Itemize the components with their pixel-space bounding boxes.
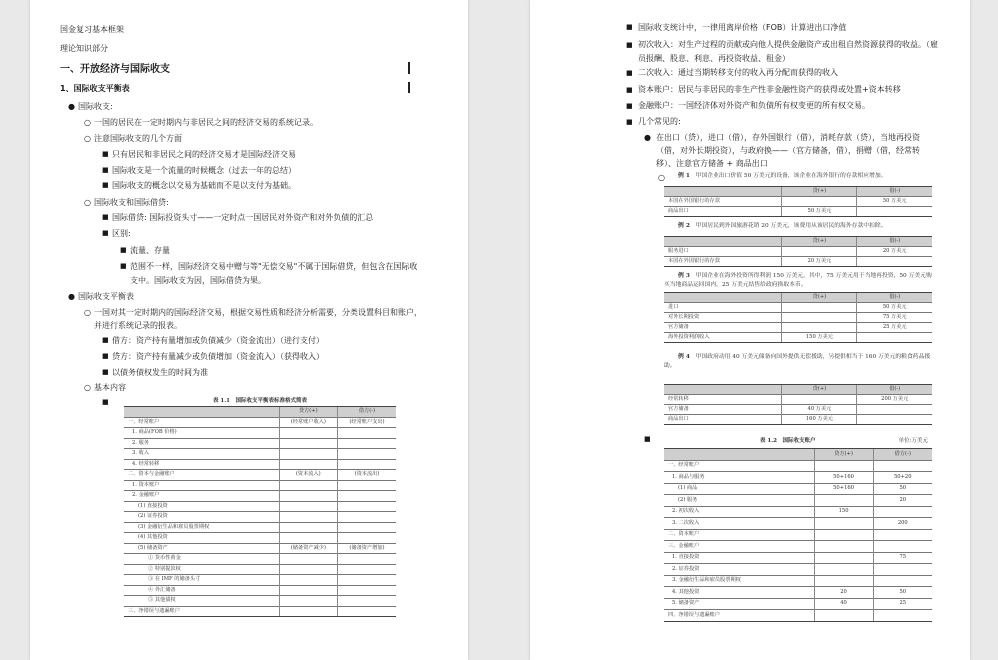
example-text: 甲国政府动用 40 万美元储备向国外提供无偿援助，另提供相当于 160 万美元的粮食药品援助。	[664, 354, 931, 369]
table-cell: (2) 证券投资	[124, 512, 279, 523]
table-cell	[338, 449, 396, 460]
table-cell	[873, 460, 932, 472]
list-item: 金融账户：一国经济体对外资产和负债所有权变更的所有权交易。	[638, 101, 870, 110]
table-cell	[873, 610, 932, 622]
list-item: 一国对其一定时期内的国际经济交易，根据交易性质和经济分析需要，分类设置科目和账户，	[94, 308, 422, 317]
table-cell	[279, 554, 337, 565]
example-table	[664, 236, 932, 267]
table-row	[124, 438, 396, 449]
table-cell: 20 万美元	[857, 246, 932, 256]
document-page-right	[530, 0, 970, 660]
table-cell	[124, 407, 279, 418]
table-header-row	[664, 449, 932, 461]
heading-2: 1、国际收支平衡表	[60, 84, 130, 93]
table-row	[124, 459, 396, 470]
list-item: 区别:	[112, 229, 131, 238]
table-cell: (经常账户收入)	[279, 417, 337, 428]
bullet-square: ■	[102, 150, 109, 158]
table-cell	[338, 554, 396, 565]
heading-1: 一、开放经济与国际收支	[60, 64, 170, 75]
table-cell	[279, 606, 337, 617]
table-row	[124, 449, 396, 460]
table-cell: 75 万美元	[857, 313, 932, 323]
list-item: 基本内容	[94, 383, 126, 392]
table-row	[124, 428, 396, 439]
table-row	[664, 196, 932, 206]
bullet-square: ■	[102, 181, 109, 189]
bullet-square: ■	[102, 229, 109, 237]
table-cell	[279, 522, 337, 533]
table-cell: (1) 直接投资	[124, 501, 279, 512]
table-cell: 200 万美元	[857, 395, 932, 405]
table-row	[664, 552, 932, 564]
table-cell	[782, 246, 857, 256]
table-cell	[782, 303, 857, 313]
list-item: 国际收支和国际借贷:	[94, 198, 169, 207]
bullet-square: ■	[102, 352, 109, 360]
doc-title: 国金复习基本框架	[60, 25, 124, 34]
table-cell: 四、净错误与遗漏账户	[664, 610, 814, 622]
list-item: 在出口（贷），进口（借），存外国银行（借），消耗存款（贷），当地再投资	[656, 133, 920, 142]
bullet-square: ■	[102, 336, 109, 344]
bullet-disc: ●	[68, 292, 75, 301]
table-header-row	[664, 385, 932, 395]
table-cell: 75	[873, 552, 932, 564]
list-item: 几个常见的:	[638, 117, 681, 126]
table-cell	[814, 564, 873, 576]
table-row	[124, 491, 396, 502]
table-cell: 贷(+)	[782, 186, 857, 196]
table-cell	[814, 610, 873, 622]
table-cell: 本国在外国银行的存款	[664, 196, 782, 206]
list-item: 一国的居民在一定时期内与非居民之间的经济交易的系统记录。	[94, 118, 318, 127]
example-2	[664, 222, 932, 267]
table-cell: 借方(-)	[338, 407, 396, 418]
table-cell	[664, 293, 782, 303]
list-item: 国际收支的概念以交易为基础而不是以支付为基础。	[112, 181, 296, 190]
table-cell: 借方(-)	[873, 449, 932, 461]
table-row	[124, 501, 396, 512]
table-cell: 150	[814, 506, 873, 518]
table-cell: 贷(+)	[782, 385, 857, 395]
table-cell	[664, 449, 814, 461]
example-text: 甲国企业出口价值 50 万美元的设备，该企业在海外银行的存款相应增加。	[695, 173, 887, 179]
list-item-continued: 移）、注意官方储备 + 商品出口	[656, 159, 768, 168]
bullet-square: ■	[626, 23, 633, 31]
doc-subtitle: 理论知识部分	[60, 44, 108, 53]
table-unit: 单位:万美元	[898, 438, 928, 444]
table-row	[664, 395, 932, 405]
list-item: 国际借贷: 国际投资头寸——一定时点一国居民对外资产和对外负债的汇总	[112, 213, 374, 222]
table-cell: 1. 直接投资	[664, 552, 814, 564]
table-row	[124, 596, 396, 607]
table-cell	[338, 585, 396, 596]
table-cell: 借(-)	[857, 236, 932, 246]
table-cell	[338, 512, 396, 523]
list-item: 国际收支是一个流量的时候概念（过去一年的总结）	[112, 166, 296, 175]
table-row	[124, 470, 396, 481]
bullet-square: ■	[626, 118, 633, 126]
table-cell	[857, 415, 932, 425]
table-cell: ② 特别提款权	[124, 564, 279, 575]
table-cell	[814, 518, 873, 530]
bullet-square: ■	[626, 69, 633, 77]
table-cell: (储备资产增加)	[338, 543, 396, 554]
table-cell	[279, 428, 337, 439]
list-item: 贷方：资产持有量减少或负债增加（资金流入）（获得收入）	[112, 352, 324, 361]
table-cell	[338, 564, 396, 575]
table-cell: 一、经常账户	[664, 460, 814, 472]
table-cell	[279, 501, 337, 512]
bullet-circle: ○	[84, 134, 91, 143]
table-cell: 25	[873, 598, 932, 610]
table-cell	[279, 449, 337, 460]
table-cell: 1. 商品与服务	[664, 472, 814, 484]
table-cell: 50+160	[814, 483, 873, 495]
table-row	[664, 460, 932, 472]
table-cell	[857, 405, 932, 415]
table-cell	[338, 606, 396, 617]
table-cell	[279, 491, 337, 502]
list-item: 国际收支统计中，一律用离岸价格（FOB）计算进出口净值	[638, 23, 847, 32]
table-row	[664, 405, 932, 415]
table-header-row	[664, 186, 932, 196]
table-cell: 50+20	[873, 472, 932, 484]
table-row	[664, 564, 932, 576]
example-label: 例 3	[678, 273, 690, 279]
table-cell	[814, 529, 873, 541]
table-cell: 二、资本与金融账户	[124, 470, 279, 481]
table-header-row	[664, 293, 932, 303]
list-item: 借方：资产持有量增加或负债减少（资金流出）（进行支付）	[112, 336, 324, 345]
table-row	[124, 606, 396, 617]
table-cell: 经常转移	[664, 395, 782, 405]
bullet-square: ■	[626, 102, 633, 110]
table-cell: 50 万美元	[782, 206, 857, 216]
table-header-row	[124, 407, 396, 418]
table-cell	[814, 552, 873, 564]
table-cell: 40	[814, 598, 873, 610]
table-header-row	[664, 236, 932, 246]
table-row	[664, 575, 932, 587]
table-cell: 官方储备	[664, 323, 782, 333]
table-cell: 5. 储备资产	[664, 598, 814, 610]
balance-accounts-table	[664, 448, 932, 622]
table-cell: (资本流出)	[338, 470, 396, 481]
list-item-continued: 员报酬、股息、利息、再投资收益、租金）	[638, 54, 790, 63]
table-cell	[782, 323, 857, 333]
table-cell	[814, 575, 873, 587]
bullet-square: ■	[102, 368, 109, 376]
table-cell	[814, 460, 873, 472]
balance-table	[124, 406, 396, 617]
table-cell	[664, 236, 782, 246]
example-3	[664, 272, 932, 343]
list-item-continued: （借，对外长期投资），与政府换——（官方储备，借），捐赠（借，经常转	[656, 146, 920, 155]
cursor-marker	[408, 62, 410, 74]
table-cell	[664, 186, 782, 196]
example-4	[664, 353, 932, 425]
cursor-marker	[408, 82, 410, 93]
table-row	[664, 206, 932, 216]
table-cell: 对外长期投资	[664, 313, 782, 323]
table-row	[664, 610, 932, 622]
table-cell: 4. 经常转移	[124, 459, 279, 470]
list-item: 以债务债权发生的时间为准	[112, 368, 208, 377]
table-cell	[279, 575, 337, 586]
table-row	[664, 415, 932, 425]
example-label: 例 4	[678, 354, 690, 360]
table-cell: 海外投资利润收入	[664, 333, 782, 343]
bullet-square: ■	[102, 398, 109, 406]
scanned-table-1-2	[664, 436, 932, 622]
table-cell: ① 货币性黄金	[124, 554, 279, 565]
list-item-continued: 支中。国际收支为因，国际借贷为果。	[130, 276, 266, 285]
table-cell	[338, 480, 396, 491]
table-row	[664, 587, 932, 599]
table-cell	[279, 533, 337, 544]
table-cell: 贷方(+)	[814, 449, 873, 461]
table-cell: 贷(+)	[782, 236, 857, 246]
table-cell: 160 万美元	[782, 415, 857, 425]
table-cell: 2. 初次收入	[664, 506, 814, 518]
table-cell: 一、经常账户	[124, 417, 279, 428]
table-cell	[279, 438, 337, 449]
table-cell	[664, 385, 782, 395]
table-row	[664, 472, 932, 484]
table-cell	[338, 596, 396, 607]
table-cell	[782, 313, 857, 323]
table-row	[124, 480, 396, 491]
table-cell: (3) 金融衍生品和雇员股票期权	[124, 522, 279, 533]
table-row	[664, 598, 932, 610]
example-1	[664, 172, 932, 217]
table-cell: 借(-)	[857, 293, 932, 303]
table-row	[664, 303, 932, 313]
table-cell	[279, 459, 337, 470]
table-cell: 50+160	[814, 472, 873, 484]
table-cell: (2) 服务	[664, 495, 814, 507]
example-text: 甲国居民到外国旅游花销 20 万美元，该费用从该居民的海外存款中扣除。	[695, 223, 887, 229]
table-cell: 商品出口	[664, 206, 782, 216]
scanned-table-1-1	[124, 396, 396, 617]
table-row	[124, 522, 396, 533]
table-cell	[338, 459, 396, 470]
table-caption: 表 1.2 国际收支账户	[760, 438, 816, 444]
table-cell	[857, 333, 932, 343]
table-cell	[873, 541, 932, 553]
table-cell: 4. 其他投资	[664, 587, 814, 599]
example-label: 例 1	[678, 173, 690, 179]
bullet-circle: ○	[84, 198, 91, 207]
table-row	[664, 483, 932, 495]
table-cell: (经常账户支出)	[338, 417, 396, 428]
table-cell: 25 万美元	[857, 323, 932, 333]
list-item: 国际收支:	[78, 102, 113, 111]
example-label: 例 2	[678, 223, 690, 229]
list-item: 只有居民和非居民之间的经济交易才是国际经济交易	[112, 150, 296, 159]
table-row	[124, 554, 396, 565]
table-cell	[279, 480, 337, 491]
table-cell: 2. 证券投资	[664, 564, 814, 576]
table-cell: 官方储备	[664, 405, 782, 415]
example-table	[664, 384, 932, 425]
table-cell: 商品出口	[664, 415, 782, 425]
bullet-disc: ●	[644, 133, 651, 142]
table-cell: 服务进口	[664, 246, 782, 256]
table-row	[664, 256, 932, 266]
table-cell	[338, 438, 396, 449]
example-table	[664, 186, 932, 217]
table-cell: 50 万美元	[857, 303, 932, 313]
table-cell	[338, 575, 396, 586]
table-cell: 150 万美元	[782, 333, 857, 343]
table-cell	[279, 596, 337, 607]
bullet-square: ■	[102, 166, 109, 174]
table-cell: 2. 金融账户	[124, 491, 279, 502]
table-cell: ⑤ 其他债权	[124, 596, 279, 607]
bullet-square: ■	[120, 262, 127, 270]
table-cell: 20	[814, 587, 873, 599]
table-cell: 200	[873, 518, 932, 530]
table-cell: 借(-)	[857, 186, 932, 196]
table-row	[664, 313, 932, 323]
table-cell: (资本流入)	[279, 470, 337, 481]
table-cell: 三、金融账户	[664, 541, 814, 553]
list-item-continued: 并进行系统记录的报表。	[94, 321, 182, 330]
bullet-square: ■	[102, 213, 109, 221]
table-cell: 3. 金融衍生品和雇员股票期权	[664, 575, 814, 587]
table-cell: 1. 商品(FOB 价格)	[124, 428, 279, 439]
table-cell	[782, 395, 857, 405]
list-item: 注意国际收支的几个方面	[94, 134, 182, 143]
table-cell: 3. 二次收入	[664, 518, 814, 530]
table-row	[124, 564, 396, 575]
table-row	[124, 512, 396, 523]
table-cell: 贷(+)	[782, 293, 857, 303]
table-cell: 50	[873, 587, 932, 599]
table-cell	[873, 564, 932, 576]
table-cell: 40 万美元	[782, 405, 857, 415]
bullet-square: ■	[644, 435, 651, 443]
list-item: 范围不一样，国际经济交易中赠与等"无偿交易"不属于国际借贷，但包含在国际收	[130, 262, 418, 271]
table-cell	[857, 206, 932, 216]
table-cell: 三、净错误与遗漏账户	[124, 606, 279, 617]
table-cell: (储备资产减少)	[279, 543, 337, 554]
table-row	[124, 575, 396, 586]
list-item: 流量、存量	[130, 246, 170, 255]
list-item: 二次收入：通过当期转移支付的收入再分配而获得的收入	[638, 68, 838, 77]
table-cell: 50	[873, 483, 932, 495]
table-cell: ④ 外汇储备	[124, 585, 279, 596]
table-cell	[279, 564, 337, 575]
table-cell: 本国在外国银行的存款	[664, 256, 782, 266]
table-row	[124, 543, 396, 554]
table-cell: 进口	[664, 303, 782, 313]
table-row	[664, 246, 932, 256]
bullet-circle: ○	[84, 383, 91, 392]
list-item: 初次收入：对生产过程的贡献或向他人提供金融资产或出租自然资源获得的收益。（雇	[638, 40, 938, 49]
table-cell: 借(-)	[857, 385, 932, 395]
table-cell: 二、资本账户	[664, 529, 814, 541]
table-cell	[782, 196, 857, 206]
table-caption: 表 1.1 国际收支平衡表标准格式简表	[213, 398, 307, 404]
table-cell	[279, 585, 337, 596]
table-cell	[814, 495, 873, 507]
table-cell	[338, 428, 396, 439]
table-cell: 3. 收入	[124, 449, 279, 460]
bullet-square: ■	[626, 41, 633, 49]
table-cell	[338, 522, 396, 533]
bullet-circle: ○	[84, 118, 91, 127]
table-cell: (5) 储备资产	[124, 543, 279, 554]
table-row	[124, 585, 396, 596]
table-cell	[814, 541, 873, 553]
table-row	[664, 529, 932, 541]
table-cell: 贷方(+)	[279, 407, 337, 418]
table-cell	[873, 575, 932, 587]
document-page-left	[30, 0, 468, 660]
table-cell	[338, 491, 396, 502]
bullet-disc: ●	[68, 102, 75, 111]
table-cell: 50 万美元	[857, 196, 932, 206]
table-cell: 2. 服务	[124, 438, 279, 449]
bullet-square: ■	[120, 246, 127, 254]
table-cell: 20	[873, 495, 932, 507]
table-row	[664, 495, 932, 507]
example-text: 甲国企业在海外投资所得利润 150 万美元，其中，75 万美元用于当地再投资，50 万美元购买当地商品运回国内，25 万美元结售给政府换取本币。	[664, 273, 932, 288]
table-cell	[873, 506, 932, 518]
table-row	[664, 323, 932, 333]
table-cell: ③ 在 IMF 的储备头寸	[124, 575, 279, 586]
table-cell: (4) 其他投资	[124, 533, 279, 544]
bullet-square: ■	[626, 86, 633, 94]
table-row	[664, 333, 932, 343]
list-item: 国际收支平衡表	[78, 292, 134, 301]
table-row	[124, 533, 396, 544]
table-row	[664, 506, 932, 518]
table-cell: 1. 资本账户	[124, 480, 279, 491]
table-row	[664, 541, 932, 553]
table-cell	[338, 533, 396, 544]
example-table	[664, 292, 932, 343]
table-cell	[279, 512, 337, 523]
bullet-circle: ○	[658, 173, 665, 182]
list-item: 资本账户：居民与非居民的非生产性非金融性资产的获得或处置+资本转移	[638, 85, 901, 94]
table-cell: 20 万美元	[782, 256, 857, 266]
table-cell	[338, 501, 396, 512]
bullet-circle: ○	[84, 308, 91, 317]
table-cell	[857, 256, 932, 266]
table-row	[124, 417, 396, 428]
table-row	[664, 518, 932, 530]
table-cell: (1) 商品	[664, 483, 814, 495]
table-cell	[873, 529, 932, 541]
